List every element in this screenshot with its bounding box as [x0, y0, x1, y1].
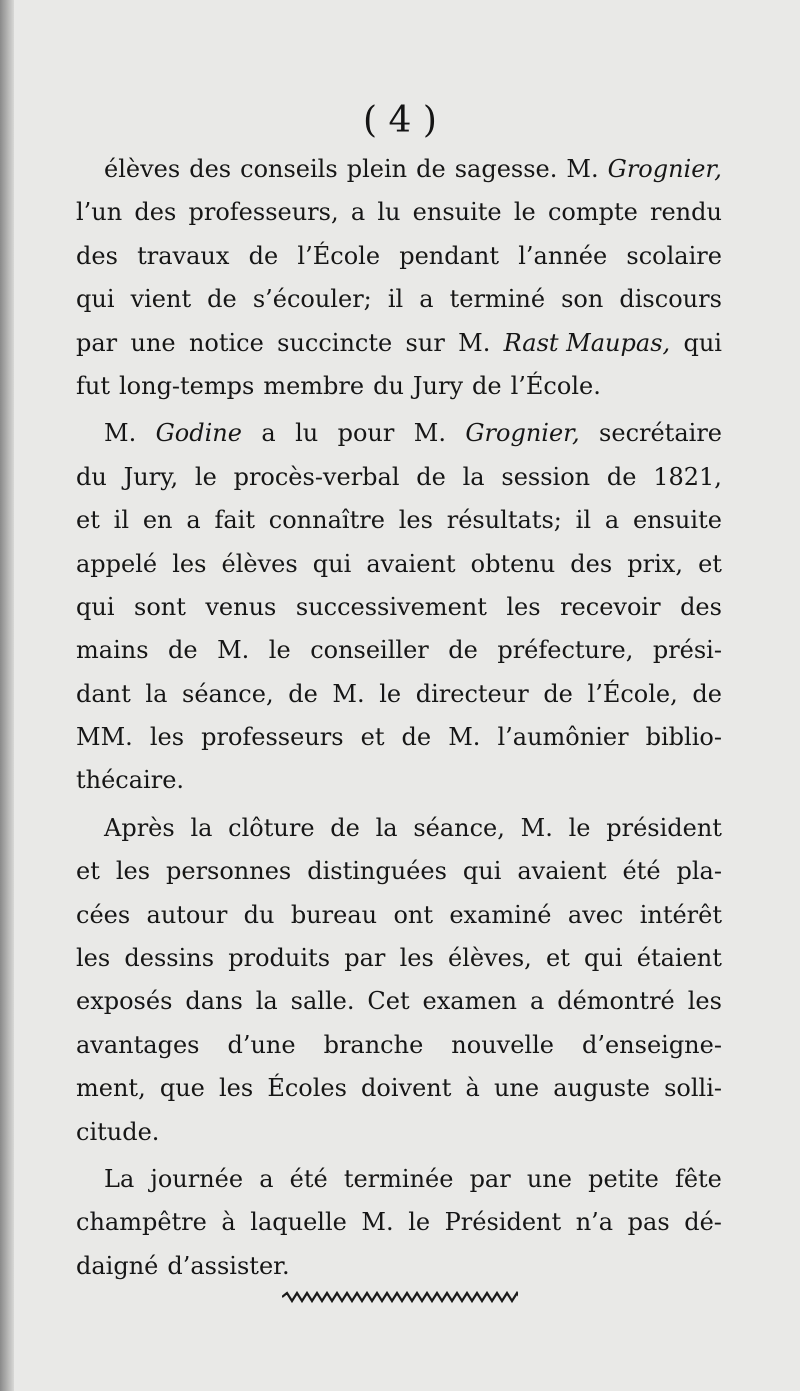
word: vient	[130, 285, 192, 314]
italic-name: Grognier,	[607, 155, 722, 183]
word: préfecture,	[497, 636, 634, 665]
word: élèves,	[447, 944, 532, 973]
text-line	[76, 1158, 722, 1201]
word: a	[350, 198, 366, 227]
word: avec	[567, 900, 624, 929]
word: le	[194, 462, 217, 491]
word: prix,	[627, 549, 683, 578]
text-line	[76, 1201, 722, 1244]
word: du	[76, 462, 107, 491]
word: Président	[444, 1208, 562, 1237]
word: une	[526, 1164, 572, 1193]
word: l’École.	[510, 371, 601, 400]
text-line	[76, 629, 722, 672]
word: obtenu	[470, 549, 556, 578]
word: venus	[205, 592, 277, 621]
word: président	[606, 813, 722, 842]
word: les	[399, 944, 434, 973]
word: étaient	[636, 944, 722, 973]
word: le	[513, 198, 536, 227]
text-line	[76, 980, 722, 1023]
word: citude.	[76, 1117, 160, 1146]
word: rendu	[650, 198, 722, 227]
word: son	[561, 285, 604, 314]
word: n’a	[575, 1208, 614, 1237]
text-line	[76, 456, 722, 499]
word: des	[134, 198, 177, 227]
word: sont	[134, 592, 186, 621]
italic-name: Rast Maupas,	[503, 328, 671, 357]
word: thécaire.	[76, 766, 185, 795]
word: il	[113, 506, 130, 535]
word: de	[288, 679, 318, 708]
word: compte	[547, 198, 638, 227]
word: les	[115, 857, 151, 886]
word: discours	[619, 285, 722, 314]
word: long-temps	[118, 371, 255, 400]
text-line	[76, 1067, 722, 1110]
word: du	[373, 371, 404, 400]
word: journée	[150, 1164, 244, 1193]
word: l’un	[76, 198, 123, 227]
word: et	[360, 723, 385, 752]
word: intérêt	[639, 900, 722, 929]
word: nouvelle	[451, 1030, 554, 1059]
word: dé-	[684, 1208, 722, 1237]
word: les	[76, 944, 111, 973]
text-line	[76, 759, 722, 802]
word: 1821,	[653, 462, 722, 491]
word: terminée	[343, 1164, 454, 1193]
word: le	[568, 813, 591, 842]
word: pla-	[676, 857, 722, 886]
word: la	[255, 987, 278, 1016]
word: à	[465, 1074, 480, 1103]
word: pas	[627, 1208, 670, 1237]
word: de	[248, 241, 279, 270]
word: les	[687, 987, 722, 1016]
word: l’année	[518, 241, 608, 270]
word: lu	[295, 419, 319, 448]
word: sur	[405, 328, 445, 357]
word: notice	[188, 328, 264, 357]
word: d’enseigne-	[581, 1030, 722, 1059]
word: en	[142, 506, 173, 535]
text-line	[76, 322, 722, 365]
word: séance,	[413, 813, 505, 842]
word: examiné	[449, 900, 552, 929]
word: les	[506, 592, 541, 621]
word: le	[408, 1208, 431, 1237]
word: M.	[458, 328, 491, 357]
word: solli-	[664, 1074, 722, 1103]
word: examen	[422, 987, 518, 1016]
text-line	[76, 1245, 722, 1288]
word: les	[172, 549, 207, 578]
word: il	[575, 506, 592, 535]
word: M.	[104, 419, 137, 448]
word: secrétaire	[599, 419, 722, 448]
word: bureau	[290, 900, 378, 929]
word: a	[419, 285, 434, 314]
word: daigné	[76, 1251, 159, 1280]
text-line	[76, 235, 722, 278]
word: qui	[584, 944, 623, 973]
word: les	[398, 506, 433, 535]
word: qui	[76, 285, 115, 314]
word: le	[379, 679, 402, 708]
word: avaient	[366, 549, 456, 578]
word: de	[416, 155, 446, 183]
word: fut	[76, 371, 110, 400]
word: qui	[76, 592, 115, 621]
word: professeurs,	[188, 198, 339, 227]
word: Jury,	[123, 462, 179, 491]
word: de	[416, 462, 446, 491]
word: la	[375, 813, 398, 842]
paragraph	[76, 807, 722, 1154]
word: exposés	[76, 987, 173, 1016]
word: séance,	[182, 679, 274, 708]
word: clôture	[228, 813, 315, 842]
word: auguste	[553, 1074, 650, 1103]
word: démontré	[557, 987, 675, 1016]
word: d’assister.	[167, 1251, 290, 1280]
word: salle.	[290, 987, 355, 1016]
wavy-rule-icon	[282, 1290, 518, 1304]
word: directeur	[415, 679, 529, 708]
word: une	[130, 328, 176, 357]
word: qui	[312, 549, 352, 578]
word: l’École	[297, 241, 381, 270]
word: ont	[393, 900, 433, 929]
word: et	[76, 857, 100, 886]
word: successivement	[295, 592, 487, 621]
word: de	[543, 679, 573, 708]
word: produits	[228, 944, 331, 973]
word: d’une	[227, 1030, 296, 1059]
word: membre	[263, 371, 365, 400]
word: ment,	[76, 1074, 146, 1103]
word: dant	[76, 679, 131, 708]
text-line	[76, 937, 722, 980]
word: avantages	[76, 1030, 200, 1059]
text-line	[76, 191, 722, 234]
word: laquelle	[250, 1208, 347, 1237]
word: professeurs	[201, 723, 344, 752]
word: de	[472, 371, 502, 400]
word: appelé	[76, 549, 158, 578]
word: de	[692, 679, 722, 708]
word: petite	[588, 1164, 659, 1193]
text-line	[76, 586, 722, 629]
word: des	[76, 241, 118, 270]
word: fête	[674, 1164, 722, 1193]
text-line	[76, 807, 722, 850]
word: M.	[566, 155, 599, 183]
word: de	[168, 636, 198, 665]
paragraph	[76, 412, 722, 803]
word: le	[268, 636, 291, 665]
word: a	[604, 506, 620, 535]
word: M.	[520, 813, 553, 842]
word: a	[259, 1164, 274, 1193]
word: qui	[462, 857, 502, 886]
word: des	[680, 592, 722, 621]
word: été	[289, 1164, 328, 1193]
word: de	[448, 636, 478, 665]
word: qui	[683, 328, 722, 357]
text-line	[76, 499, 722, 542]
word: personnes	[166, 857, 292, 886]
word: et	[545, 944, 570, 973]
word: terminé	[449, 285, 546, 314]
word: distinguées	[307, 857, 447, 886]
word: M.	[448, 723, 481, 752]
word: Jury	[412, 371, 464, 400]
word: par	[344, 944, 386, 973]
text-line	[76, 543, 722, 586]
word: pour	[337, 419, 395, 448]
text-line	[76, 716, 722, 759]
word: l’École,	[587, 679, 678, 708]
word: Cet	[367, 987, 410, 1016]
italic-name: Grognier,	[465, 419, 580, 448]
word: élèves	[221, 549, 298, 578]
word: a	[261, 419, 276, 448]
word: M.	[217, 636, 250, 665]
word: résultats;	[446, 506, 562, 535]
word: il	[387, 285, 404, 314]
word: du	[243, 900, 275, 929]
text-line	[76, 278, 722, 321]
word: Écoles	[267, 1074, 347, 1103]
word: élèves	[104, 155, 181, 183]
text-line	[76, 365, 722, 408]
word: de	[207, 285, 237, 314]
word: de	[401, 723, 432, 752]
word: autour	[146, 900, 228, 929]
text-line	[76, 1111, 722, 1154]
word: avaient	[517, 857, 607, 886]
word: mains	[76, 636, 149, 665]
word: par	[469, 1164, 511, 1193]
body-text	[76, 148, 722, 1288]
word: la	[145, 679, 168, 708]
word: et	[76, 506, 100, 535]
word: lu	[377, 198, 401, 227]
word: des	[189, 155, 232, 183]
word: a	[529, 987, 545, 1016]
word: cées	[76, 900, 131, 929]
word: des	[570, 549, 613, 578]
word: une	[493, 1074, 540, 1103]
word: scolaire	[626, 241, 722, 270]
paragraph	[76, 148, 722, 408]
text-line	[76, 894, 722, 937]
word: conseils	[240, 155, 338, 183]
word: champêtre	[76, 1208, 207, 1237]
word: recevoir	[560, 592, 661, 621]
word: sagesse.	[454, 155, 558, 183]
word: M.	[413, 419, 446, 448]
italic-name: Godine	[155, 419, 242, 448]
word: s’écouler;	[252, 285, 372, 314]
text-line	[76, 1024, 722, 1067]
page-gutter-shadow	[0, 0, 14, 1391]
word: l’aumônier	[497, 723, 629, 752]
word: prési-	[652, 636, 722, 665]
word: été	[622, 857, 661, 886]
word: à	[221, 1208, 236, 1237]
word: MM.	[76, 723, 133, 752]
word: les	[149, 723, 185, 752]
word: biblio-	[645, 723, 722, 752]
word: ensuite	[632, 506, 722, 535]
word: Après	[104, 813, 175, 842]
text-line	[76, 850, 722, 893]
word: La	[104, 1164, 135, 1193]
word: succincte	[277, 328, 393, 357]
page-number: ( 4 )	[363, 100, 437, 141]
text-line	[76, 673, 722, 716]
word: dessins	[124, 944, 215, 973]
word: travaux	[137, 241, 230, 270]
word: par	[76, 328, 118, 357]
word: connaître	[268, 506, 385, 535]
word: de	[606, 462, 637, 491]
word: pendant	[399, 241, 500, 270]
word: les	[218, 1074, 254, 1103]
word: plein	[346, 155, 408, 183]
word: la	[190, 813, 213, 842]
word: que	[159, 1074, 205, 1103]
word: fait	[214, 506, 255, 535]
word: procès-verbal	[233, 462, 400, 491]
word: session	[501, 462, 591, 491]
word: branche	[323, 1030, 424, 1059]
word: ensuite	[412, 198, 502, 227]
word: de	[330, 813, 360, 842]
word: et	[698, 549, 722, 578]
word: a	[186, 506, 201, 535]
word: M.	[361, 1208, 394, 1237]
word: conseiller	[310, 636, 429, 665]
word: la	[462, 462, 485, 491]
word: doivent	[361, 1074, 452, 1103]
text-line	[76, 148, 722, 191]
text-line	[76, 412, 722, 455]
end-ornament	[282, 1290, 518, 1304]
paragraph	[76, 1158, 722, 1288]
word: dans	[185, 987, 243, 1016]
word: M.	[332, 679, 365, 708]
